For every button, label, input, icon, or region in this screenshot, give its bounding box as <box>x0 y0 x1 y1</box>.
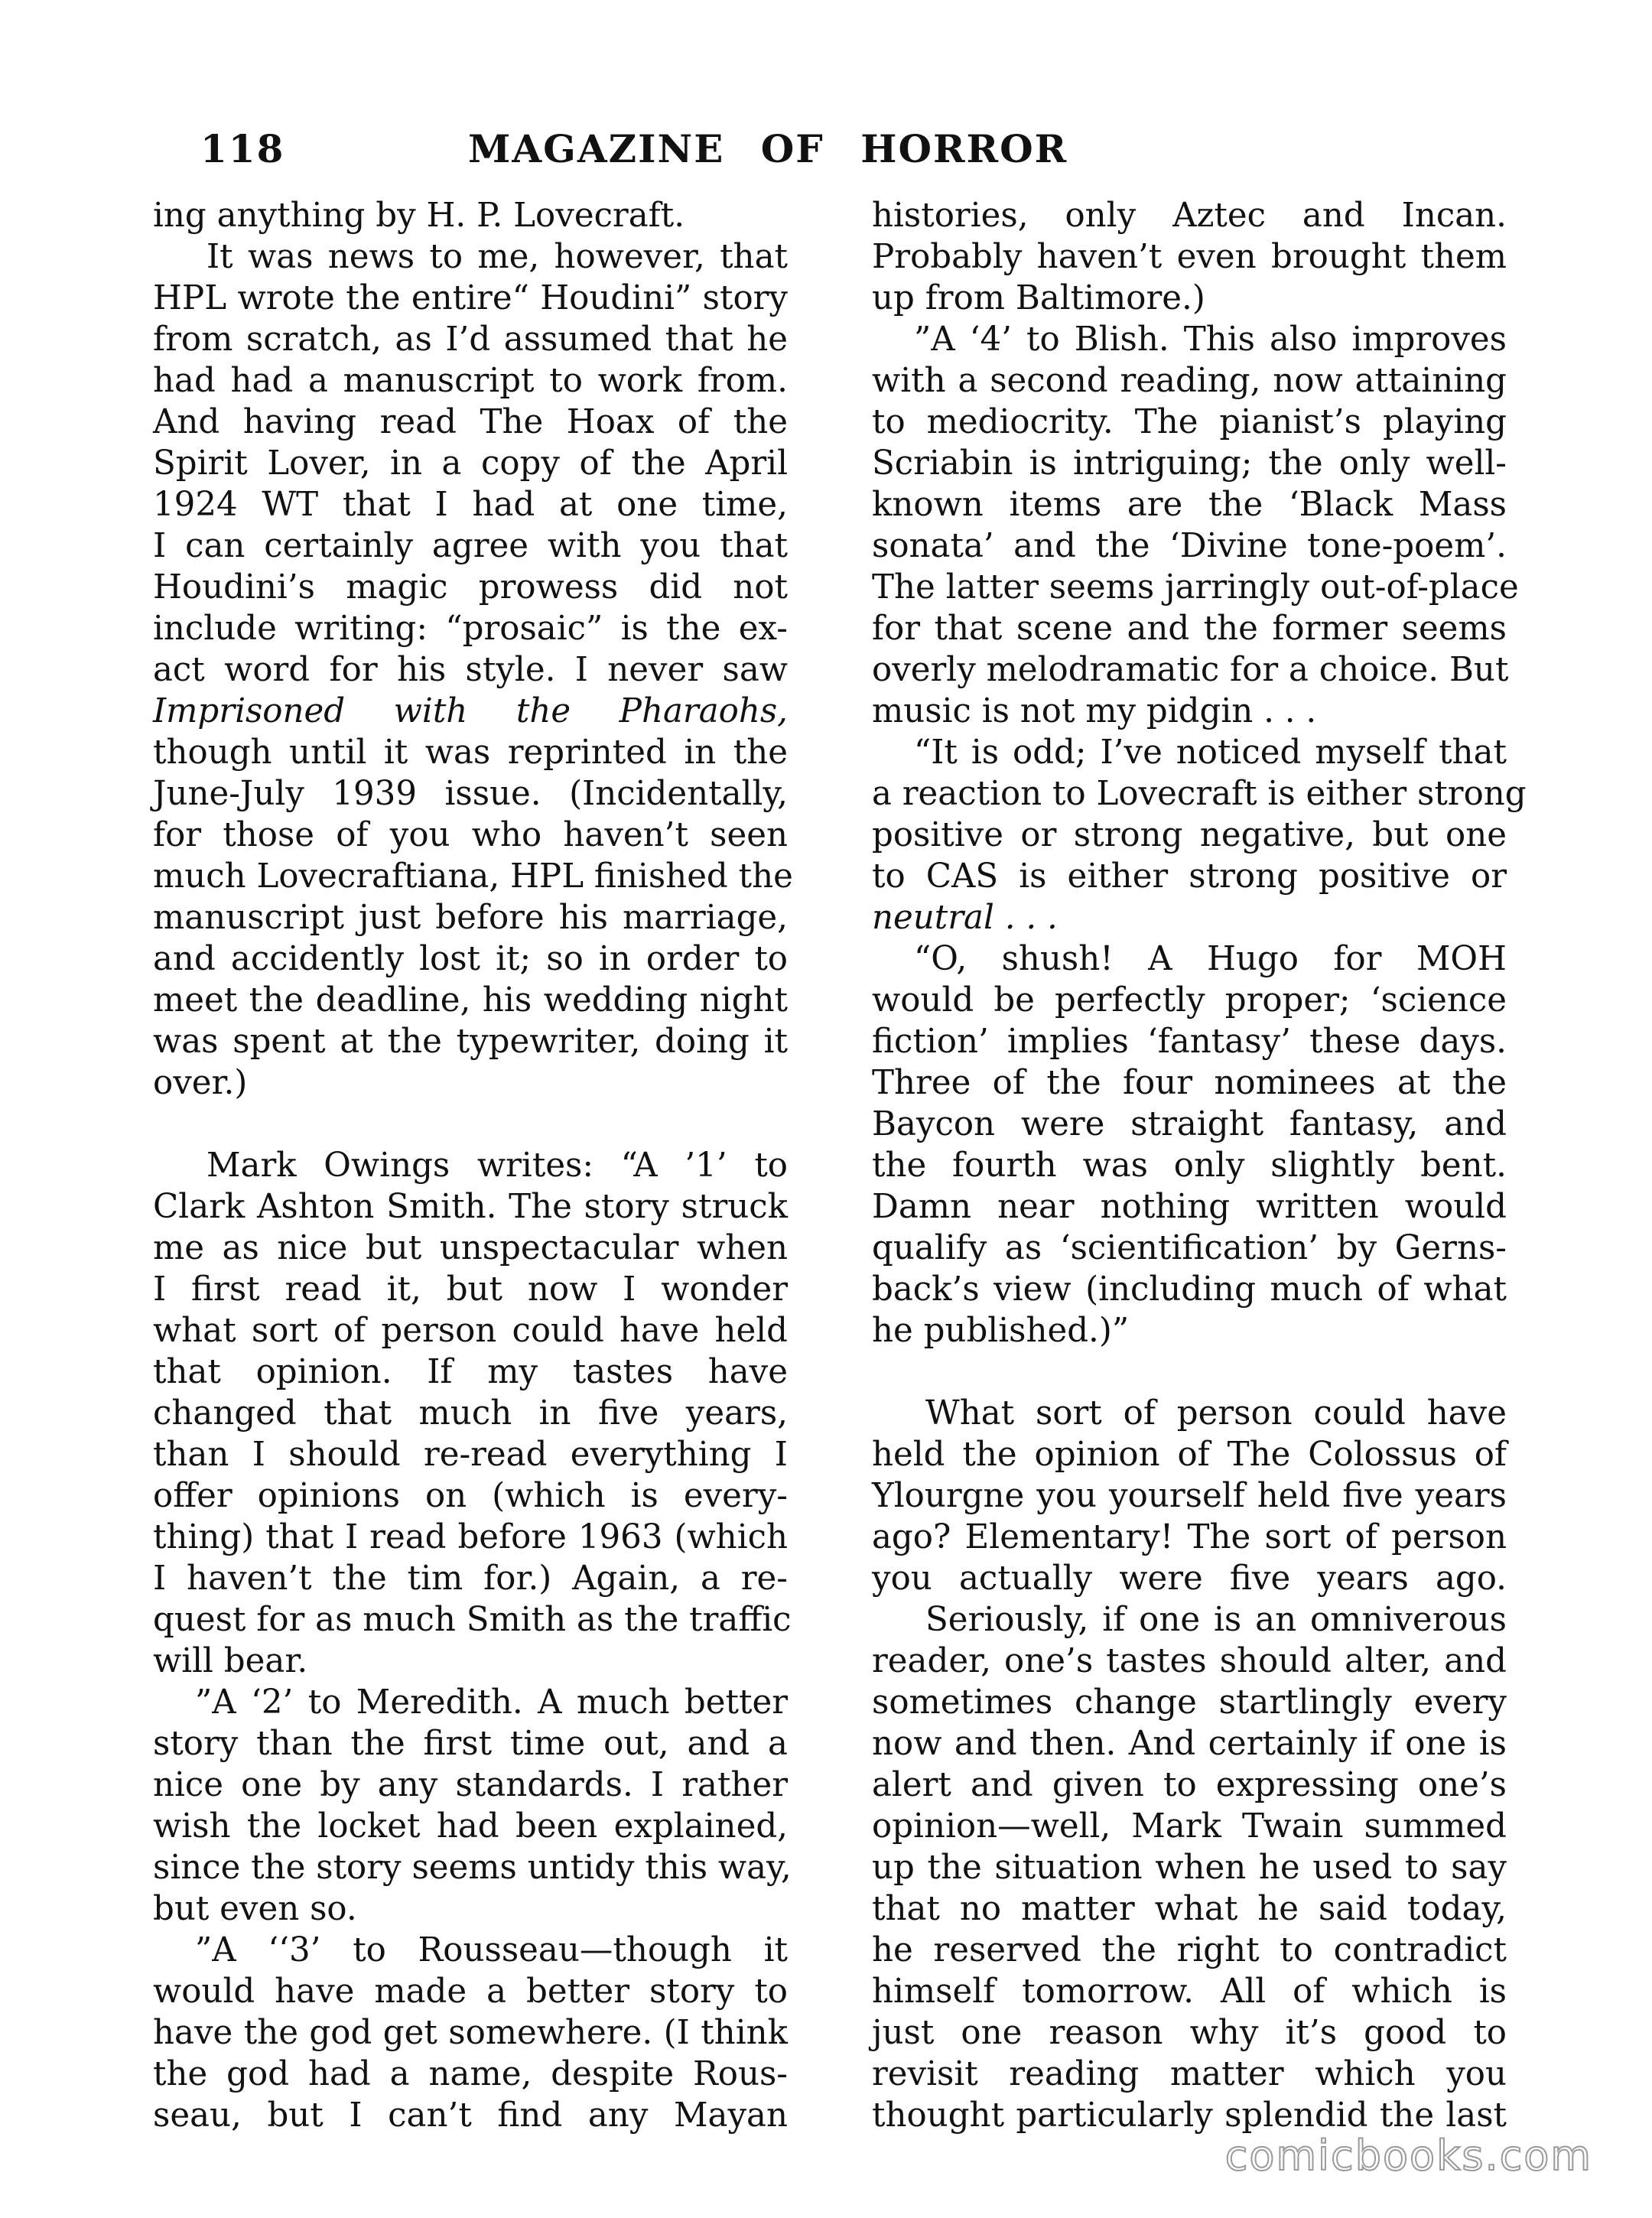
text-line: and accidently lost it; so in order to <box>153 940 788 978</box>
text-line: ago? Elementary! The sort of person <box>872 1518 1507 1556</box>
text-line: “O, shush! A Hugo for MOH <box>914 940 1507 978</box>
text-line: he reserved the right to contradict <box>872 1931 1507 1969</box>
text-line: but even so. <box>153 1890 357 1928</box>
text-line: from scratch, as I’d assumed that he <box>153 320 788 359</box>
text-line: Damn near nothing written would <box>872 1188 1507 1226</box>
text-line: for that scene and the former seems <box>872 610 1507 648</box>
text-line: up from Baltimore.) <box>872 279 1205 317</box>
text-line: was spent at the typewriter, doing it <box>153 1023 788 1061</box>
left-column <box>153 195 793 2136</box>
text-line: include writing: “prosaic” is the ex- <box>153 610 788 648</box>
text-line: the god had a name, despite Rous- <box>153 2055 788 2093</box>
text-line: would be perfectly proper; ‘science <box>872 981 1507 1020</box>
text-line: sonata’ and the ‘Divine tone-poem’. <box>872 527 1507 565</box>
text-line: seau, but I can’t find any Mayan <box>153 2096 788 2135</box>
text-line: reader, one’s tastes should alter, and <box>872 1642 1507 1680</box>
paragraph-gap <box>153 1104 788 1145</box>
text-line: that no matter what he said today, <box>872 1890 1507 1928</box>
text-line: HPL wrote the entire“ Houdini” story <box>153 279 788 317</box>
text-line: music is not my pidgin . . . <box>872 692 1317 730</box>
text-line: histories, only Aztec and Incan. <box>872 197 1507 235</box>
text-line: The latter seems jarringly out-of-place <box>872 568 1519 607</box>
text-line: than I should re-read everything I <box>153 1436 788 1474</box>
text-line: Spirit Lover, in a copy of the April <box>153 444 788 483</box>
text-line: Three of the four nominees at the <box>872 1064 1507 1102</box>
text-line: will bear. <box>153 1642 308 1680</box>
text-line: June-July 1939 issue. (Incidentally, <box>153 775 788 813</box>
text-line: Imprisoned with the Pharaohs, <box>153 692 788 730</box>
text-line: to mediocrity. The pianist’s playing <box>872 403 1507 441</box>
text-line: ”A ‘‘3’ to Rousseau—though it <box>195 1931 788 1969</box>
text-line: sometimes change startlingly every <box>872 1683 1507 1722</box>
text-line: back’s view (including much of what <box>872 1270 1507 1309</box>
text-line: thought particularly splendid the last <box>872 2096 1507 2135</box>
text-line: changed that much in five years, <box>153 1394 788 1433</box>
text-line: me as nice but unspectacular when <box>153 1229 788 1267</box>
text-line: to CAS is either strong positive or <box>872 857 1507 896</box>
text-line: known items are the ‘Black Mass <box>872 486 1507 524</box>
text-line: manuscript just before his marriage, <box>153 899 788 937</box>
text-line: the fourth was only slightly bent. <box>872 1146 1507 1185</box>
text-line: I can certainly agree with you that <box>153 527 788 565</box>
text-line: alert and given to expressing one’s <box>872 1766 1507 1804</box>
text-line: ”A ‘2’ to Meredith. A much better <box>195 1683 788 1722</box>
text-line: act word for his style. I never saw <box>153 651 788 689</box>
text-line: he published.)” <box>872 1312 1130 1350</box>
text-line: overly melodramatic for a choice. But <box>872 651 1509 689</box>
text-line: Houdini’s magic prowess did not <box>153 568 788 607</box>
text-line: fiction’ implies ‘fantasy’ these days. <box>872 1023 1507 1061</box>
text-line: Seriously, if one is an omniverous <box>925 1601 1507 1639</box>
text-line: neutral . . . <box>872 899 1058 937</box>
text-line: Baycon were straight fantasy, and <box>872 1105 1507 1143</box>
text-line: 1924 WT that I had at one time, <box>153 486 788 524</box>
text-line: have the god get somewhere. (I think <box>153 2014 788 2052</box>
running-title: MAGAZINE OF HORROR <box>468 126 1068 171</box>
text-line: Scriabin is intriguing; the only well- <box>872 444 1507 483</box>
page-number: 118 <box>200 126 285 171</box>
text-line: “It is odd; I’ve noticed myself that <box>914 733 1507 772</box>
text-line: Probably haven’t even brought them <box>872 238 1507 276</box>
text-line: up the situation when he used to say <box>872 1849 1507 1887</box>
page-header <box>200 126 1164 187</box>
text-line: ing anything by H. P. Lovecraft. <box>153 197 685 235</box>
text-line: I haven’t the tim for.) Again, a re- <box>153 1559 788 1598</box>
text-line: meet the deadline, his wedding night <box>153 981 788 1020</box>
text-line: What sort of person could have <box>925 1394 1507 1433</box>
text-line: story than the first time out, and a <box>153 1725 788 1763</box>
text-line: now and then. And certainly if one is <box>872 1725 1507 1763</box>
right-column <box>872 195 1527 2136</box>
text-line: It was news to me, however, that <box>206 238 788 276</box>
text-line: Mark Owings writes: “A ’1’ to <box>206 1146 788 1185</box>
text-line: just one reason why it’s good to <box>872 2014 1507 2052</box>
text-line: much Lovecraftiana, HPL finished the <box>153 857 793 896</box>
text-line: over.) <box>153 1064 248 1102</box>
text-line: that opinion. If my tastes have <box>153 1353 788 1391</box>
text-line: had had a manuscript to work from. <box>153 362 788 400</box>
text-line: offer opinions on (which is every- <box>153 1477 788 1515</box>
text-line: though until it was reprinted in the <box>153 733 788 772</box>
text-line: nice one by any standards. I rather <box>153 1766 788 1804</box>
text-line: And having read The Hoax of the <box>153 403 788 441</box>
text-line: Ylourgne you yourself held five years <box>872 1477 1507 1515</box>
text-line: what sort of person could have held <box>153 1312 788 1350</box>
text-line: himself tomorrow. All of which is <box>872 1972 1507 2011</box>
text-line: would have made a better story to <box>153 1972 788 2011</box>
text-line: positive or strong negative, but one <box>872 816 1507 854</box>
paragraph-gap <box>872 1351 1507 1393</box>
text-line: since the story seems untidy this way, <box>153 1849 792 1887</box>
text-line: you actually were five years ago. <box>872 1559 1507 1598</box>
text-line: for those of you who haven’t seen <box>153 816 788 854</box>
text-line: Clark Ashton Smith. The story struck <box>153 1188 788 1226</box>
text-line: wish the locket had been explained, <box>153 1807 788 1846</box>
watermark-logo: comicbooks.com <box>1224 2132 1592 2180</box>
text-line: a reaction to Lovecraft is either strong <box>872 775 1527 813</box>
text-line: quest for as much Smith as the traffic <box>153 1601 792 1639</box>
text-line: I first read it, but now I wonder <box>153 1270 788 1309</box>
text-line: qualify as ‘scientification’ by Gerns- <box>872 1229 1507 1267</box>
text-line: ”A ‘4’ to Blish. This also improves <box>914 320 1507 359</box>
text-line: held the opinion of The Colossus of <box>872 1436 1507 1474</box>
text-line: thing) that I read before 1963 (which <box>153 1518 788 1556</box>
text-line: opinion—well, Mark Twain summed <box>872 1807 1507 1846</box>
text-line: revisit reading matter which you <box>872 2055 1507 2093</box>
text-line: with a second reading, now attaining <box>872 362 1507 400</box>
